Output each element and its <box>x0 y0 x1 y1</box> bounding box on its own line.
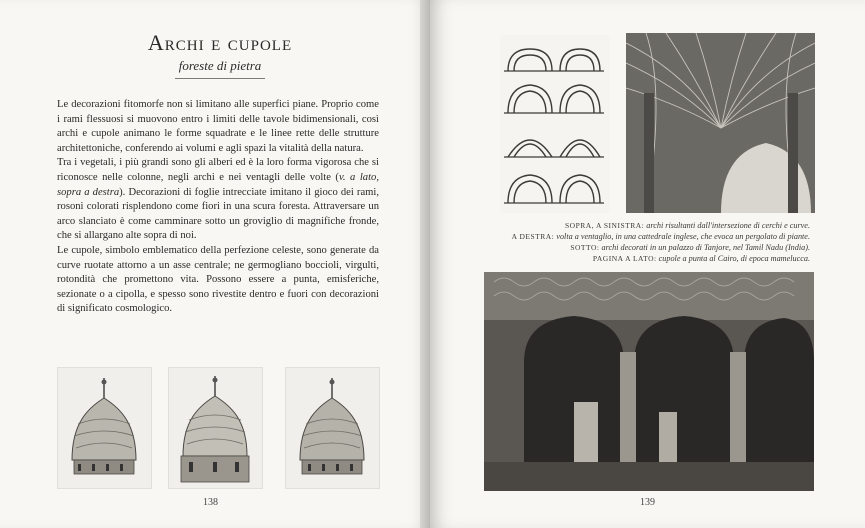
arch-geometry-illustration <box>500 35 610 213</box>
paragraph-3: Le cupole, simbolo emblematico della perfezione celeste, sono generate da curve ruotate attorno a un asse centrale; ne germogliano boccioli, virgulti, rotondità che promettono vita. Possono essere a punta, emisferiche, sezionate o a cipolla, e spesso sono rivestite dentro e fuori con decorazioni di significato cosmologico. <box>57 244 379 315</box>
left-page <box>0 0 428 528</box>
page-number-left: 138 <box>203 497 218 508</box>
paragraph-1: Le decorazioni fitomorfe non si limitano alle superfici piane. Proprio come i rami flessuosi si muovono entro i limiti delle tavole bidimensionali, così archi e cupole animano le forme squadrate e le linee rette delle strutture architettoniche, conferendo ai volumi e agli spazi la vitalità della natura. <box>57 99 379 154</box>
caption-line-2: A DESTRA: volta a ventaglio, in una cattedrale inglese, che evoca un pergolato di piante. <box>511 232 810 241</box>
paragraph-2: Tra i vegetali, i più grandi sono gli alberi ed è la loro forma vigorosa che si riconosce nelle colonne, negli archi e nei ventagli delle volte (v. a lato, sopra a destra). Decorazioni di foglie intrecciate imitano il gioco dei rami, rosoni colorati risplendono come fiori in una scura foresta. Attraversare un arco slanciato è come camminare sotto un groviglio di magnifiche fronde, che si allargano alte sopra di noi. <box>57 157 379 242</box>
decorated-arches-illustration <box>484 272 814 491</box>
fan-vault-illustration <box>626 33 815 213</box>
caption-line-1: SOPRA, A SINISTRA: archi risultanti dall'intersezione di cerchi e curve. <box>564 221 810 230</box>
figure-reference: v. a lato, sopra a destra <box>57 171 379 198</box>
subtitle-rule <box>175 78 265 79</box>
body-text <box>57 98 379 317</box>
dome-illustration-1 <box>57 367 152 489</box>
caption-line-3: SOTTO: archi decorati in un palazzo di Tanjore, nel Tamil Nadu (India). <box>570 243 810 252</box>
caption-line-4: PAGINA A LATO: cupole a punta al Cairo, di epoca mamelucca. <box>592 254 810 263</box>
page-subtitle: foreste di pietra <box>178 58 262 73</box>
figure-captions <box>470 220 810 264</box>
dome-illustration-2 <box>168 367 263 489</box>
page-title: Archi e cupole <box>147 30 293 55</box>
dome-illustration-3 <box>285 367 380 489</box>
page-number-right: 139 <box>640 497 655 508</box>
